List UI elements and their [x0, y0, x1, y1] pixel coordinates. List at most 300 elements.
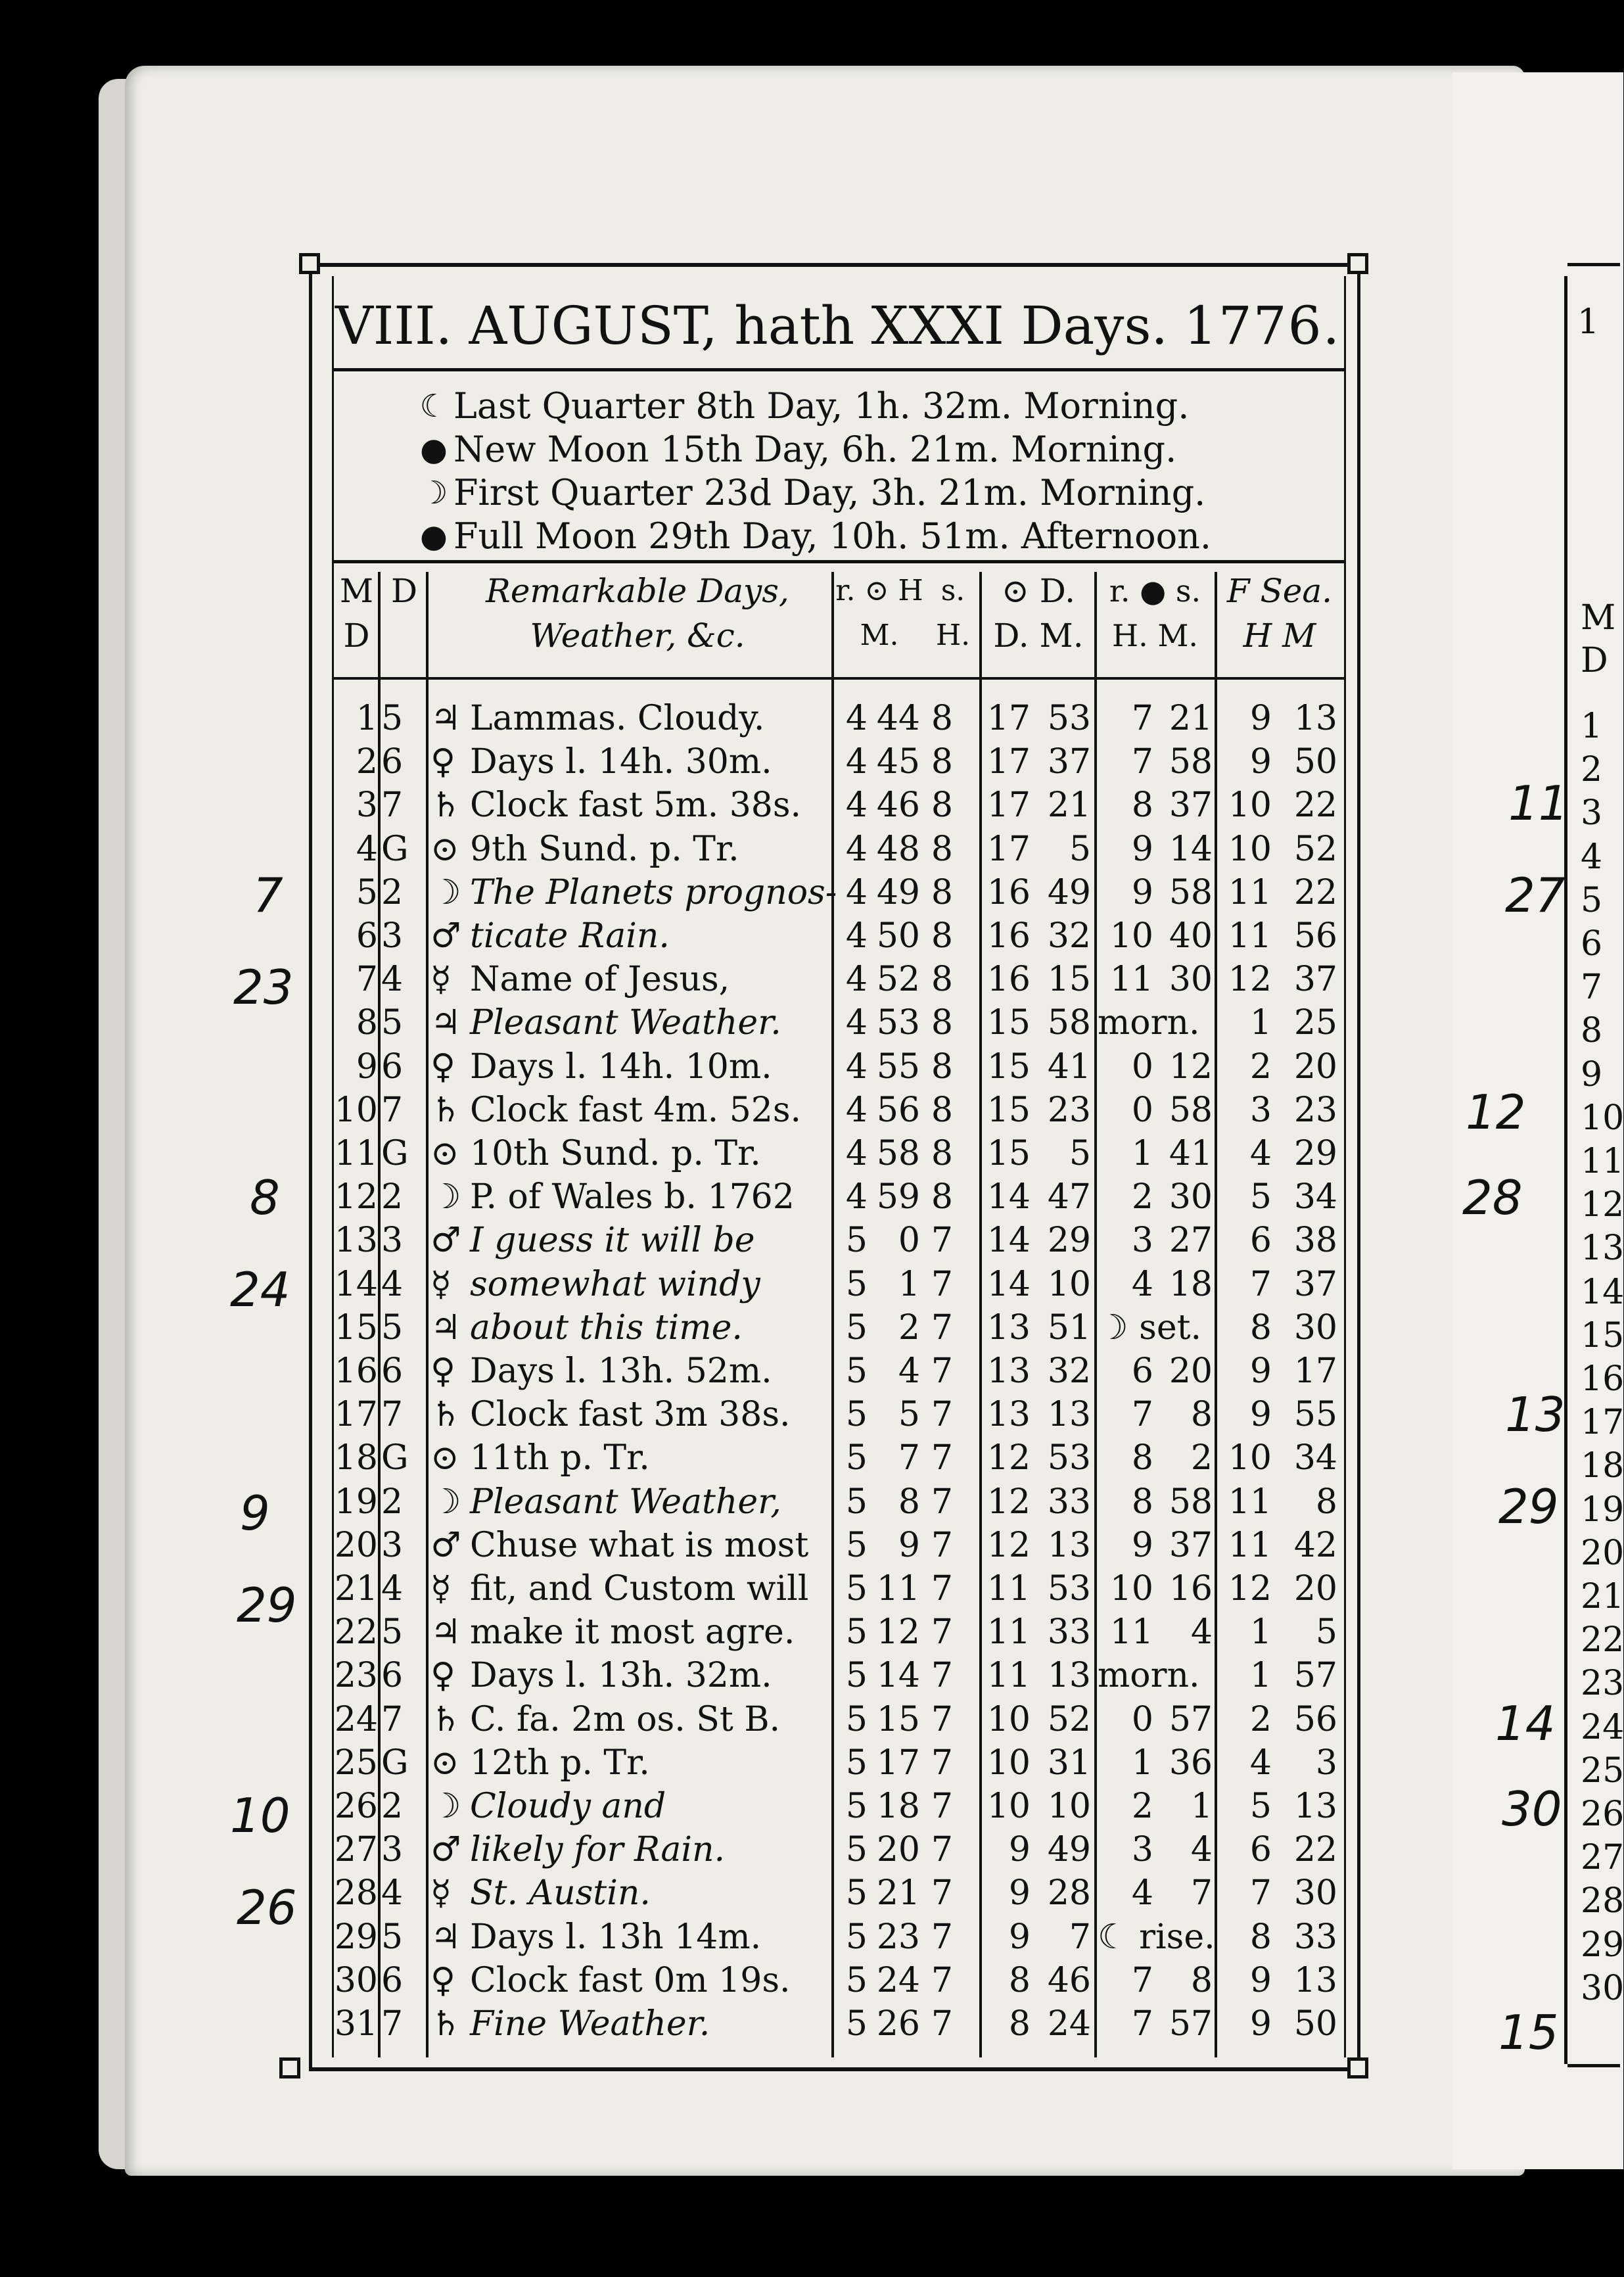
handwritten-note: 27	[1505, 868, 1566, 923]
sun-dec-min: 5	[1069, 1134, 1091, 1173]
moon-min: 18	[1169, 1264, 1213, 1304]
sunrise-min: 24	[876, 1960, 920, 2000]
facing-page-fragment: 20	[1581, 1533, 1624, 1573]
sunrise-hour: 5	[845, 1830, 868, 1870]
sunrise-hour: 5	[845, 1917, 868, 1957]
sun-dec-min: 21	[1047, 786, 1091, 826]
sea-hour: 10	[1228, 1438, 1272, 1478]
sunset-hour: 8	[931, 872, 953, 912]
moon-hour: morn.	[1098, 1656, 1200, 1696]
sunrise-hour: 5	[845, 1395, 868, 1435]
sunrise-hour: 4	[845, 1003, 868, 1043]
moon-phase-line	[414, 515, 1301, 558]
month-day: 5	[356, 872, 378, 912]
facing-page-fragment: 28	[1581, 1881, 1624, 1921]
facing-page-fragment: 4	[1581, 837, 1603, 877]
sunset-hour: 8	[931, 1134, 953, 1173]
remarkable-text: Clock fast 4m. 52s.	[470, 1090, 802, 1130]
month-day: 18	[334, 1438, 378, 1478]
sunrise-min: 14	[876, 1656, 920, 1696]
week-day: G	[381, 1438, 409, 1478]
facing-page-fragment: D	[1581, 641, 1608, 680]
sunrise-hour: 5	[845, 1612, 868, 1653]
sun-dec-deg: 13	[986, 1307, 1031, 1348]
handwritten-note: 12	[1466, 1085, 1526, 1140]
table-row	[309, 1263, 1347, 1306]
planet-icon: ♃	[430, 1917, 461, 1957]
handwritten-note: 9	[240, 1486, 270, 1541]
sea-hour: 3	[1249, 1090, 1272, 1130]
sea-min: 20	[1293, 1569, 1337, 1608]
remarkable-text: Fine Weather.	[470, 2004, 710, 2044]
remarkable-text: St. Austin.	[470, 1873, 651, 1913]
sunrise-min: 55	[876, 1046, 920, 1087]
remarkable-text: Days l. 13h. 52m.	[470, 1351, 772, 1391]
sea-min: 5	[1315, 1612, 1337, 1653]
facing-page-fragment: 2	[1581, 750, 1603, 790]
sea-min: 3	[1315, 1743, 1337, 1783]
sun-dec-deg: 15	[986, 1090, 1031, 1130]
week-day: 2	[381, 1787, 404, 1826]
sea-min: 22	[1293, 872, 1337, 912]
table-row	[309, 1306, 1347, 1350]
sunset-hour: 7	[931, 1787, 953, 1826]
sun-dec-deg: 11	[986, 1612, 1031, 1653]
table-row	[309, 1001, 1347, 1045]
moon-hour: 9	[1131, 829, 1153, 869]
sunrise-min: 0	[898, 1221, 920, 1261]
table-row	[309, 1045, 1347, 1089]
moon-hour: 7	[1131, 742, 1153, 782]
sea-hour: 2	[1249, 1699, 1272, 1739]
sun-dec-min: 10	[1047, 1787, 1091, 1826]
sunrise-hour: 4	[845, 916, 868, 956]
sunrise-min: 7	[898, 1438, 920, 1478]
month-day: 24	[334, 1699, 378, 1739]
sea-hour: 9	[1249, 1351, 1272, 1391]
planet-icon: ♄	[430, 1699, 461, 1739]
header-sunrise-text: r. ⊙ H M.	[835, 574, 923, 652]
sea-hour: 11	[1228, 872, 1272, 912]
planet-icon: ♂	[430, 1525, 461, 1565]
sunrise-hour: 4	[845, 1134, 868, 1173]
sunrise-min: 50	[876, 916, 920, 956]
moon-hour: 3	[1131, 1830, 1153, 1870]
sunrise-hour: 5	[845, 2004, 868, 2044]
remarkable-text: I guess it will be	[470, 1221, 755, 1261]
header-moon-text: r. ● s. H. M.	[1109, 573, 1201, 653]
sun-dec-deg: 13	[986, 1351, 1031, 1391]
moon-min: 57	[1169, 2004, 1213, 2044]
sea-hour: 7	[1249, 1873, 1272, 1913]
year-title: 1776.	[1183, 294, 1341, 356]
planet-icon: ☿	[430, 1264, 452, 1304]
sun-dec-min: 53	[1047, 699, 1091, 738]
last-quarter-moon-icon: ☾	[419, 388, 448, 425]
facing-page-fragment: 1	[1581, 707, 1603, 746]
planet-icon: ⊙	[430, 1438, 459, 1478]
facing-page-fragment: 27	[1581, 1838, 1624, 1878]
sea-min: 56	[1293, 1699, 1337, 1739]
remarkable-text: Pleasant Weather,	[470, 1482, 781, 1522]
sea-hour: 10	[1228, 786, 1272, 826]
table-row	[309, 1741, 1347, 1785]
moon-phases	[414, 385, 1301, 558]
sunrise-min: 12	[876, 1612, 920, 1653]
sun-dec-min: 37	[1047, 742, 1091, 782]
sunrise-hour: 5	[845, 1873, 868, 1913]
moon-hour: 7	[1131, 1960, 1153, 2000]
planet-icon: ☿	[430, 960, 452, 1000]
sunrise-min: 5	[898, 1395, 920, 1435]
sunrise-hour: 5	[845, 1221, 868, 1261]
week-day: 6	[381, 1960, 404, 2000]
moon-hour: 9	[1131, 872, 1153, 912]
sea-hour: 12	[1228, 1569, 1272, 1608]
sun-dec-deg: 12	[986, 1525, 1031, 1565]
sea-hour: 6	[1249, 1830, 1272, 1870]
week-day: 2	[381, 1482, 404, 1522]
week-day: 5	[381, 1307, 404, 1348]
remarkable-text: ticate Rain.	[470, 916, 670, 956]
sunrise-hour: 5	[845, 1960, 868, 2000]
table-row	[309, 1350, 1347, 1393]
remarkable-text: C. fa. 2m os. St B.	[470, 1699, 781, 1739]
remarkable-text: Clock fast 3m 38s.	[470, 1395, 791, 1435]
month-day: 26	[334, 1787, 378, 1826]
moon-min: 36	[1169, 1743, 1213, 1783]
table-row	[309, 1480, 1347, 1524]
sunset-hour: 8	[931, 829, 953, 869]
moon-min: 4	[1190, 1830, 1213, 1870]
moon-min: 8	[1190, 1395, 1213, 1435]
sea-min: 23	[1293, 1090, 1337, 1130]
moon-min: 12	[1169, 1046, 1213, 1087]
sun-dec-min: 31	[1047, 1743, 1091, 1783]
week-day: 7	[381, 1699, 404, 1739]
month-day: 8	[356, 1003, 378, 1043]
header-week-day	[381, 569, 427, 674]
sunrise-hour: 5	[845, 1569, 868, 1608]
sunrise-hour: 4	[845, 699, 868, 738]
header-sun-declination	[983, 569, 1094, 674]
sunrise-min: 46	[876, 786, 920, 826]
sunrise-hour: 4	[845, 1046, 868, 1087]
sea-hour: 7	[1249, 1264, 1272, 1304]
week-day: 6	[381, 742, 404, 782]
remarkable-text: make it most agre.	[470, 1612, 795, 1653]
moon-min: 57	[1169, 1699, 1213, 1739]
handwritten-note: 29	[1498, 1479, 1559, 1534]
facing-page-fragment: 19	[1581, 1490, 1624, 1530]
sunset-hour: 7	[931, 2004, 953, 2044]
sea-hour: 6	[1249, 1221, 1272, 1261]
sun-dec-deg: 14	[986, 1264, 1031, 1304]
sunrise-hour: 5	[845, 1482, 868, 1522]
sea-hour: 9	[1249, 742, 1272, 782]
sunrise-min: 48	[876, 829, 920, 869]
sea-min: 56	[1293, 916, 1337, 956]
sun-dec-deg: 10	[986, 1743, 1031, 1783]
sunset-hour: 7	[931, 1612, 953, 1653]
moon-hour: ☾ rise.	[1098, 1917, 1215, 1957]
sun-dec-deg: 16	[986, 960, 1031, 1000]
month-day: 15	[334, 1307, 378, 1348]
sun-dec-deg: 12	[986, 1482, 1031, 1522]
moon-phase-text: Full Moon 29th Day, 10h. 51m. Afternoon.	[453, 515, 1212, 557]
sun-dec-min: 10	[1047, 1264, 1091, 1304]
planet-icon: ♀	[430, 1656, 456, 1696]
moon-hour: 7	[1131, 1395, 1153, 1435]
planet-icon: ☽	[430, 1787, 461, 1826]
sunrise-hour: 4	[845, 1090, 868, 1130]
sunrise-hour: 4	[845, 829, 868, 869]
sea-min: 57	[1293, 1656, 1337, 1696]
handwritten-note: 13	[1505, 1387, 1566, 1442]
sun-dec-deg: 14	[986, 1221, 1031, 1261]
moon-hour: morn.	[1098, 1003, 1200, 1043]
handwritten-note: 10	[230, 1788, 290, 1843]
sun-dec-min: 5	[1069, 829, 1091, 869]
corner-ornament-tl	[299, 253, 320, 274]
moon-min: 21	[1169, 699, 1213, 738]
sunrise-hour: 5	[845, 1743, 868, 1783]
sun-dec-deg: 11	[986, 1656, 1031, 1696]
remarkable-text: 10th Sund. p. Tr.	[470, 1134, 761, 1173]
moon-hour: 8	[1131, 786, 1153, 826]
sun-dec-deg: 17	[986, 742, 1031, 782]
month-day: 21	[334, 1569, 378, 1608]
table-row	[309, 1785, 1347, 1828]
moon-hour: 1	[1131, 1743, 1153, 1783]
sunrise-hour: 5	[845, 1264, 868, 1304]
remarkable-text: Chuse what is most	[470, 1525, 809, 1565]
remarkable-text: Days l. 13h 14m.	[470, 1917, 762, 1957]
sunrise-min: 49	[876, 872, 920, 912]
page-title	[335, 286, 1341, 365]
month-day: 23	[334, 1656, 378, 1696]
remarkable-text: 11th p. Tr.	[470, 1438, 650, 1478]
month-day: 31	[334, 2004, 378, 2044]
sun-dec-deg: 8	[1008, 1960, 1031, 2000]
moon-hour: 7	[1131, 2004, 1153, 2044]
facing-page-frame-top	[1567, 263, 1620, 266]
facing-page-fragment: 8	[1581, 1011, 1603, 1051]
month-day: 4	[356, 829, 378, 869]
facing-page-fragment: 5	[1581, 880, 1603, 920]
sunset-hour: 8	[931, 1046, 953, 1087]
moon-hour: 6	[1131, 1351, 1153, 1391]
week-day: G	[381, 1743, 409, 1783]
sunset-hour: 8	[931, 1177, 953, 1217]
moon-hour: 2	[1131, 1787, 1153, 1826]
moon-min: 16	[1169, 1569, 1213, 1608]
sun-dec-min: 23	[1047, 1090, 1091, 1130]
month-day: 28	[334, 1873, 378, 1913]
moon-min: 37	[1169, 1525, 1213, 1565]
sun-dec-min: 13	[1047, 1525, 1091, 1565]
table-row	[309, 1393, 1347, 1436]
month-title: VIII. AUGUST, hath XXXI Days.	[335, 294, 1168, 356]
month-day: 29	[334, 1917, 378, 1957]
table-row	[309, 2002, 1347, 2046]
planet-icon: ☿	[430, 1873, 452, 1913]
sun-dec-min: 7	[1069, 1917, 1091, 1957]
sun-dec-deg: 12	[986, 1438, 1031, 1478]
sunrise-min: 56	[876, 1090, 920, 1130]
handwritten-note: 15	[1498, 2005, 1559, 2060]
month-day: 22	[334, 1612, 378, 1653]
moon-hour: 0	[1131, 1046, 1153, 1087]
week-day: 3	[381, 916, 404, 956]
sunset-hour: 8	[931, 960, 953, 1000]
sunset-hour: 8	[931, 1003, 953, 1043]
sun-dec-min: 24	[1047, 2004, 1091, 2044]
sunrise-min: 53	[876, 1003, 920, 1043]
week-day: 2	[381, 872, 404, 912]
facing-page-fragment: 18	[1581, 1446, 1624, 1486]
facing-page-fragment: 10	[1581, 1098, 1624, 1138]
moon-min: 20	[1169, 1351, 1213, 1391]
planet-icon: ♃	[430, 1307, 461, 1348]
month-day: 14	[334, 1264, 378, 1304]
moon-hour: 7	[1131, 699, 1153, 738]
sunrise-hour: 4	[845, 786, 868, 826]
sea-min: 22	[1293, 786, 1337, 826]
table-row	[309, 1654, 1347, 1697]
planet-icon: ♀	[430, 1960, 456, 2000]
sea-hour: 8	[1249, 1307, 1272, 1348]
planet-icon: ☽	[430, 1177, 461, 1217]
sunrise-min: 21	[876, 1873, 920, 1913]
sun-dec-min: 28	[1047, 1873, 1091, 1913]
table-row	[309, 1915, 1347, 1959]
month-day: 7	[356, 960, 378, 1000]
moon-min: 37	[1169, 786, 1213, 826]
planet-icon: ♂	[430, 1221, 461, 1261]
month-day: 19	[334, 1482, 378, 1522]
sea-hour: 8	[1249, 1917, 1272, 1957]
sea-min: 52	[1293, 829, 1337, 869]
table-row	[309, 1219, 1347, 1262]
table-row	[309, 1698, 1347, 1741]
remarkable-text: somewhat windy	[470, 1264, 760, 1304]
table-row	[309, 740, 1347, 784]
planet-icon: ☽	[430, 1482, 461, 1522]
sea-hour: 11	[1228, 1525, 1272, 1565]
frame-bottom-line	[309, 2067, 1360, 2071]
sea-min: 38	[1293, 1221, 1337, 1261]
facing-page-fragment: 3	[1581, 793, 1603, 833]
sunrise-min: 4	[898, 1351, 920, 1391]
header-md-text: M D	[339, 572, 374, 655]
sunrise-min: 18	[876, 1787, 920, 1826]
sun-dec-min: 53	[1047, 1438, 1091, 1478]
sunset-hour: 7	[931, 1873, 953, 1913]
sun-dec-min: 41	[1047, 1046, 1091, 1087]
remarkable-text: fit, and Custom will	[470, 1569, 809, 1608]
sea-min: 30	[1293, 1873, 1337, 1913]
header-month-day	[332, 569, 381, 674]
week-day: 5	[381, 1003, 404, 1043]
sun-dec-deg: 16	[986, 872, 1031, 912]
sun-dec-min: 53	[1047, 1569, 1091, 1608]
moon-phase-text: First Quarter 23d Day, 3h. 21m. Morning.	[453, 472, 1206, 513]
sunrise-hour: 5	[845, 1656, 868, 1696]
sea-min: 50	[1293, 2004, 1337, 2044]
sun-dec-min: 47	[1047, 1177, 1091, 1217]
handwritten-note: 26	[237, 1880, 297, 1935]
sun-dec-deg: 11	[986, 1569, 1031, 1608]
moon-phase-line	[414, 385, 1301, 428]
moon-min: 1	[1190, 1787, 1213, 1826]
table-row	[309, 1089, 1347, 1132]
facing-page-fragment: 26	[1581, 1795, 1624, 1834]
header-sun-set	[927, 569, 979, 674]
corner-ornament-bl	[279, 2057, 300, 2078]
month-day: 20	[334, 1525, 378, 1565]
planet-icon: ⊙	[430, 829, 459, 869]
week-day: 7	[381, 1090, 404, 1130]
header-sea-text: F Sea. H M	[1226, 572, 1333, 655]
week-day: 4	[381, 960, 404, 1000]
week-day: 7	[381, 786, 404, 826]
sunset-hour: 8	[931, 1090, 953, 1130]
planet-icon: ☽	[430, 872, 461, 912]
sea-min: 33	[1293, 1917, 1337, 1957]
moon-min: 2	[1190, 1438, 1213, 1478]
sea-hour: 2	[1249, 1046, 1272, 1087]
week-day: 3	[381, 1221, 404, 1261]
month-day: 1	[356, 699, 378, 738]
sunrise-min: 1	[898, 1264, 920, 1304]
week-day: 4	[381, 1873, 404, 1913]
moon-hour: 4	[1131, 1264, 1153, 1304]
moon-hour: 8	[1131, 1438, 1153, 1478]
week-day: 6	[381, 1656, 404, 1696]
sea-hour: 5	[1249, 1787, 1272, 1826]
week-day: G	[381, 1134, 409, 1173]
sun-dec-deg: 16	[986, 916, 1031, 956]
facing-page-fragment: 24	[1581, 1707, 1624, 1747]
moon-hour: 10	[1109, 916, 1153, 956]
sunset-hour: 7	[931, 1438, 953, 1478]
table-row	[309, 828, 1347, 871]
sea-hour: 11	[1228, 916, 1272, 956]
sea-min: 13	[1293, 1960, 1337, 2000]
sunset-hour: 7	[931, 1917, 953, 1957]
sunset-hour: 8	[931, 742, 953, 782]
moon-min: 41	[1169, 1134, 1213, 1173]
moon-hour: 3	[1131, 1221, 1153, 1261]
sun-dec-min: 51	[1047, 1307, 1091, 1348]
facing-page-fragment: 29	[1581, 1925, 1624, 1965]
sea-min: 29	[1293, 1134, 1337, 1173]
month-day: 27	[334, 1830, 378, 1870]
sea-hour: 5	[1249, 1177, 1272, 1217]
moon-min: 30	[1169, 1177, 1213, 1217]
facing-page-fragment: 11	[1581, 1142, 1624, 1181]
moon-min: 7	[1190, 1873, 1213, 1913]
table-row	[309, 1567, 1347, 1610]
table-row	[309, 871, 1347, 914]
moon-hour: 11	[1109, 1612, 1153, 1653]
moon-min: 40	[1169, 916, 1213, 956]
sun-dec-deg: 13	[986, 1395, 1031, 1435]
moon-hour: 4	[1131, 1873, 1153, 1913]
sun-dec-deg: 9	[1008, 1917, 1031, 1957]
facing-page-fragment: M	[1581, 598, 1616, 638]
